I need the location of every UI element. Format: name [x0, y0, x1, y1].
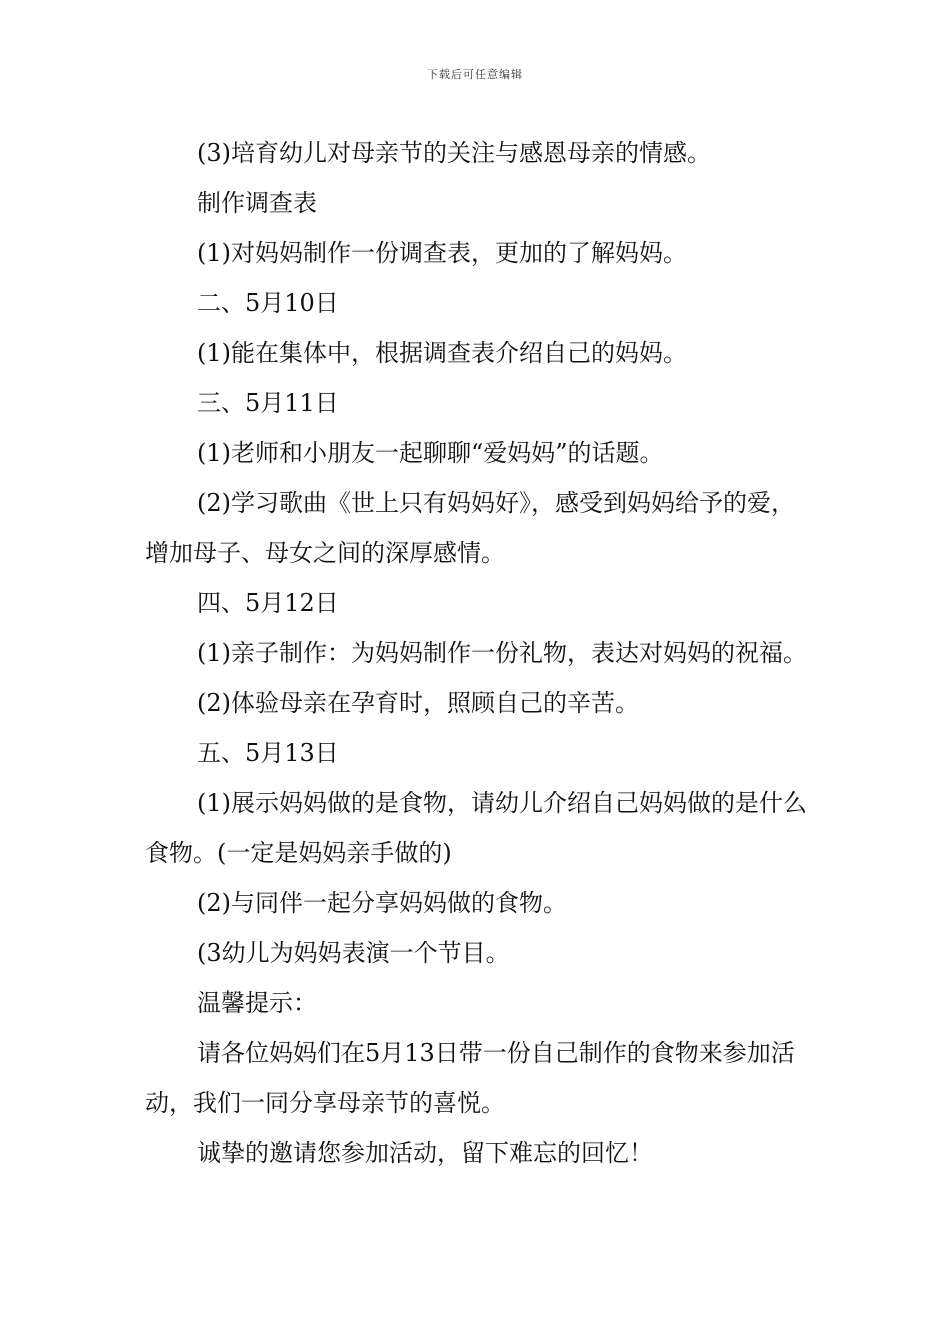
- paragraph: 诚挚的邀请您参加活动，留下难忘的回忆！: [197, 1139, 653, 1167]
- paragraph: (2)与同伴一起分享妈妈做的食物。: [197, 889, 567, 917]
- section-heading: 四、5月12日: [197, 589, 339, 617]
- paragraph: (1)亲子制作：为妈妈制作一份礼物，表达对妈妈的祝福。: [197, 639, 807, 667]
- paragraph: (2)体验母亲在孕育时，照顾自己的辛苦。: [197, 689, 639, 717]
- section-heading: 三、5月11日: [197, 389, 339, 417]
- page-header-note: 下载后可任意编辑: [427, 68, 523, 81]
- paragraph: (1)对妈妈制作一份调查表，更加的了解妈妈。: [197, 239, 687, 267]
- section-heading: 温馨提示：: [197, 989, 317, 1017]
- section-heading: 五、5月13日: [197, 739, 339, 767]
- section-heading: 制作调查表: [197, 189, 317, 217]
- paragraph: (3)培育幼儿对母亲节的关注与感恩母亲的情感。: [197, 139, 711, 167]
- paragraph: (3幼儿为妈妈表演一个节目。: [197, 939, 510, 967]
- paragraph: (1)能在集体中，根据调查表介绍自己的妈妈。: [197, 339, 687, 367]
- section-heading: 二、5月10日: [197, 289, 339, 317]
- document-body: [145, 128, 810, 1178]
- paragraph: (1)老师和小朋友一起聊聊“爱妈妈”的话题。: [197, 439, 664, 467]
- paragraph: (1)展示妈妈做的是食物，请幼儿介绍自己妈妈做的是什么食物。(一定是妈妈亲手做的): [145, 789, 807, 867]
- paragraph: (2)学习歌曲《世上只有妈妈好》，感受到妈妈给予的爱，增加母子、母女之间的深厚感情。: [145, 489, 795, 567]
- paragraph: 请各位妈妈们在5月13日带一份自己制作的食物来参加活动，我们一同分享母亲节的喜悦。: [145, 1039, 795, 1117]
